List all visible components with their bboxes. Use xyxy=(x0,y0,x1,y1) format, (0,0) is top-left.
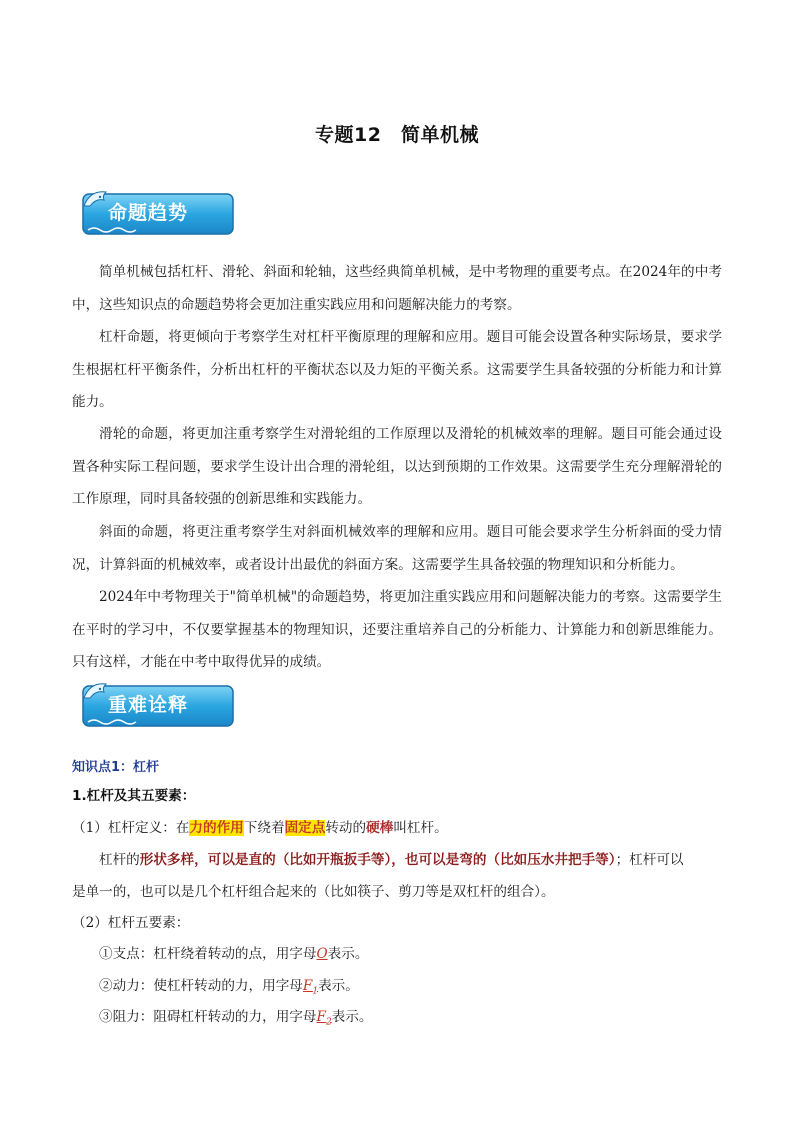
trend-paragraph-1: 简单机械包括杠杆、滑轮、斜面和轮轴，这些经典简单机械，是中考物理的重要考点。在2024年的中考中，这些知识点的命题趋势将会更加注重实践应用和问题解决能力的考察。 xyxy=(72,264,722,313)
lever-heading: 1.杠杆及其五要素： xyxy=(72,788,196,804)
definition-mid-2: 转动的 xyxy=(325,820,367,836)
highlight-force: 力的作用 xyxy=(189,820,244,836)
lever-shape-line-1 xyxy=(99,850,684,870)
highlight-fixed-point: 固定点 xyxy=(284,820,326,836)
fulcrum-end: 表示。 xyxy=(327,946,369,962)
banner-label: 命题趋势 xyxy=(108,202,189,224)
resistance-symbol: $F_2$ xyxy=(316,1009,332,1028)
resistance-end: 表示。 xyxy=(331,1009,373,1025)
page-title: 专题12 简单机械 xyxy=(315,124,479,146)
shape-rest-1: ；杠杆可以 xyxy=(615,852,684,868)
knowledge-point-title: 知识点1：杠杆 xyxy=(72,760,160,775)
section-banner-key-points xyxy=(80,680,236,730)
lever-shape-line-2: 是单一的，也可以是几个杠杆组合起来的（比如筷子、剪刀等是双杠杆的组合）。 xyxy=(72,884,555,900)
trend-paragraph-3: 滑轮的命题，将更加注重考察学生对滑轮组的工作原理以及滑轮的机械效率的理解。题目可能会通过设置各种实际工程问题，要求学生设计出合理的滑轮组，以达到预期的工作效果。这需要学生充分理解滑轮的工作原理，同时具备较强的创新思维和实践能力。 xyxy=(72,426,722,507)
definition-suffix: 叫杠杆。 xyxy=(393,820,448,836)
shape-pre: 杠杆的 xyxy=(99,852,140,868)
lever-elements-heading: （2）杠杆五要素： xyxy=(72,915,190,931)
element-fulcrum xyxy=(99,944,368,964)
definition-prefix: （1）杠杆定义：在 xyxy=(72,820,190,836)
highlight-rigid-bar: 硬棒 xyxy=(366,820,394,836)
banner-label: 重难诠释 xyxy=(108,694,189,716)
resistance-text: ③阻力：阻碍杠杆转动的力，用字母 xyxy=(99,1009,317,1025)
effort-symbol: $F_1$ xyxy=(302,978,319,997)
definition-mid-1: 下绕着 xyxy=(243,820,285,836)
lever-definition xyxy=(72,818,448,838)
effort-end: 表示。 xyxy=(318,978,359,994)
shape-bold: 形状多样，可以是直的（比如开瓶扳手等），也可以是弯的（比如压水井把手等） xyxy=(139,852,616,868)
fulcrum-text: ①支点：杠杆绕着转动的点，用字母 xyxy=(99,946,317,962)
effort-text: ②动力：使杠杆转动的力，用字母 xyxy=(99,978,303,994)
element-effort xyxy=(99,976,359,1002)
trend-paragraph-4: 斜面的命题，将更注重考察学生对斜面机械效率的理解和应用。题目可能会要求学生分析斜面的受力情况，计算斜面的机械效率，或者设计出最优的斜面方案。这需要学生具备较强的物理知识和分析能力。 xyxy=(72,524,722,573)
element-resistance xyxy=(99,1007,372,1033)
section-banner-trend xyxy=(80,188,236,238)
fulcrum-symbol: O xyxy=(316,946,328,962)
trend-paragraph-2: 杠杆命题，将更倾向于考察学生对杠杆平衡原理的理解和应用。题目可能会设置各种实际场景，要求学生根据杠杆平衡条件，分析出杠杆的平衡状态以及力矩的平衡关系。这需要学生具备较强的分析能力和计算能力。 xyxy=(72,329,722,410)
trend-paragraph-5: 2024年中考物理关于"简单机械"的命题趋势，将更加注重实践应用和问题解决能力的考察。这需要学生在平时的学习中，不仅要掌握基本的物理知识，还要注重培养自己的分析能力、计算能力和创新思维能力。只有这样，才能在中考中取得优异的成绩。 xyxy=(72,589,722,670)
